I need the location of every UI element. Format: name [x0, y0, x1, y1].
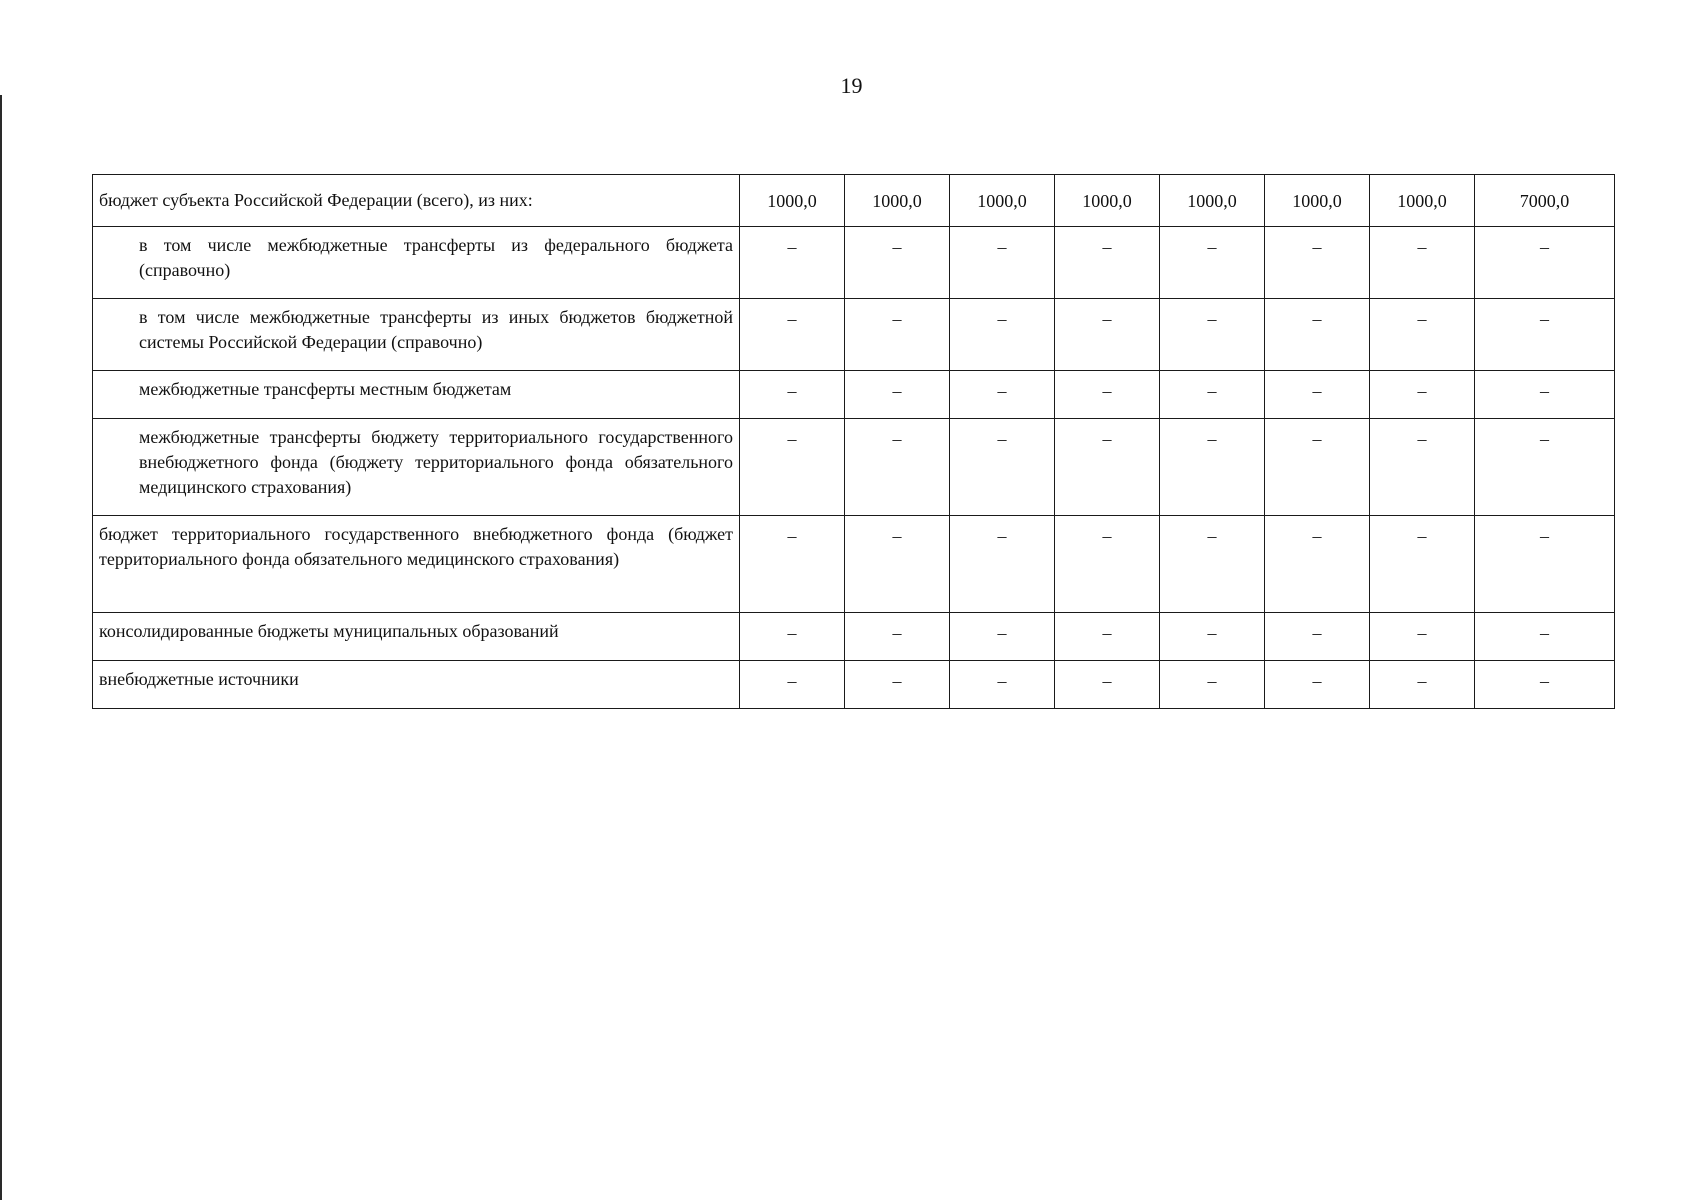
- value-cell: –: [1055, 227, 1160, 299]
- value-cell: 1000,0: [1370, 175, 1475, 227]
- table-row: [93, 227, 1615, 299]
- table-row: [93, 516, 1615, 613]
- value-cell: –: [950, 227, 1055, 299]
- row-label: межбюджетные трансферты бюджету территориального государственного внебюджетного фонда (бюджету территориального фонда обязательного медицинского страхования): [93, 419, 740, 516]
- value-cell: –: [1160, 371, 1265, 419]
- total-cell: 7000,0: [1475, 175, 1615, 227]
- value-cell: –: [845, 227, 950, 299]
- value-cell: –: [1055, 661, 1160, 709]
- value-cell: –: [1055, 516, 1160, 613]
- value-cell: –: [1370, 516, 1475, 613]
- value-cell: –: [950, 371, 1055, 419]
- value-cell: –: [845, 613, 950, 661]
- value-cell: –: [1370, 299, 1475, 371]
- value-cell: –: [1265, 661, 1370, 709]
- value-cell: 1000,0: [740, 175, 845, 227]
- budget-table: [92, 174, 1615, 709]
- value-cell: –: [1370, 613, 1475, 661]
- value-cell: –: [950, 419, 1055, 516]
- total-cell: –: [1475, 299, 1615, 371]
- page-number: 19: [840, 73, 863, 98]
- row-label: в том числе межбюджетные трансферты из иных бюджетов бюджетной системы Российской Федерации (справочно): [93, 299, 740, 371]
- value-cell: –: [740, 613, 845, 661]
- value-cell: –: [1160, 661, 1265, 709]
- value-cell: –: [1160, 613, 1265, 661]
- value-cell: 1000,0: [845, 175, 950, 227]
- value-cell: –: [740, 371, 845, 419]
- value-cell: –: [845, 516, 950, 613]
- value-cell: –: [950, 613, 1055, 661]
- value-cell: –: [1265, 516, 1370, 613]
- total-cell: –: [1475, 516, 1615, 613]
- table-row: [93, 661, 1615, 709]
- value-cell: –: [740, 227, 845, 299]
- table-row: [93, 419, 1615, 516]
- value-cell: –: [1370, 371, 1475, 419]
- value-cell: –: [740, 516, 845, 613]
- value-cell: –: [1265, 419, 1370, 516]
- value-cell: –: [740, 661, 845, 709]
- table-row: [93, 371, 1615, 419]
- value-cell: –: [1160, 299, 1265, 371]
- total-cell: –: [1475, 661, 1615, 709]
- value-cell: –: [1055, 299, 1160, 371]
- table-row: [93, 175, 1615, 227]
- row-label: консолидированные бюджеты муниципальных образований: [93, 613, 740, 661]
- value-cell: –: [1265, 227, 1370, 299]
- value-cell: –: [1265, 613, 1370, 661]
- row-label: межбюджетные трансферты местным бюджетам: [93, 371, 740, 419]
- value-cell: 1000,0: [950, 175, 1055, 227]
- value-cell: 1000,0: [1160, 175, 1265, 227]
- value-cell: –: [1160, 516, 1265, 613]
- value-cell: –: [1055, 419, 1160, 516]
- value-cell: –: [1370, 661, 1475, 709]
- value-cell: –: [950, 299, 1055, 371]
- value-cell: –: [1265, 371, 1370, 419]
- value-cell: –: [1265, 299, 1370, 371]
- value-cell: –: [845, 371, 950, 419]
- value-cell: 1000,0: [1055, 175, 1160, 227]
- value-cell: –: [1370, 227, 1475, 299]
- total-cell: –: [1475, 419, 1615, 516]
- value-cell: –: [1160, 419, 1265, 516]
- row-label: в том числе межбюджетные трансферты из федерального бюджета (справочно): [93, 227, 740, 299]
- value-cell: –: [1370, 419, 1475, 516]
- row-label: бюджет территориального государственного внебюджетного фонда (бюджет территориального фонда обязательного медицинского страхования): [93, 516, 740, 613]
- total-cell: –: [1475, 227, 1615, 299]
- value-cell: –: [845, 419, 950, 516]
- value-cell: 1000,0: [1265, 175, 1370, 227]
- table-row: [93, 613, 1615, 661]
- value-cell: –: [740, 419, 845, 516]
- value-cell: –: [1055, 371, 1160, 419]
- total-cell: –: [1475, 613, 1615, 661]
- total-cell: –: [1475, 371, 1615, 419]
- value-cell: –: [845, 299, 950, 371]
- value-cell: –: [950, 516, 1055, 613]
- value-cell: –: [845, 661, 950, 709]
- value-cell: –: [740, 299, 845, 371]
- row-label: внебюджетные источники: [93, 661, 740, 709]
- value-cell: –: [1160, 227, 1265, 299]
- table-row: [93, 299, 1615, 371]
- value-cell: –: [950, 661, 1055, 709]
- value-cell: –: [1055, 613, 1160, 661]
- row-label: бюджет субъекта Российской Федерации (всего), из них:: [93, 175, 740, 227]
- scan-edge-line: [0, 95, 2, 1200]
